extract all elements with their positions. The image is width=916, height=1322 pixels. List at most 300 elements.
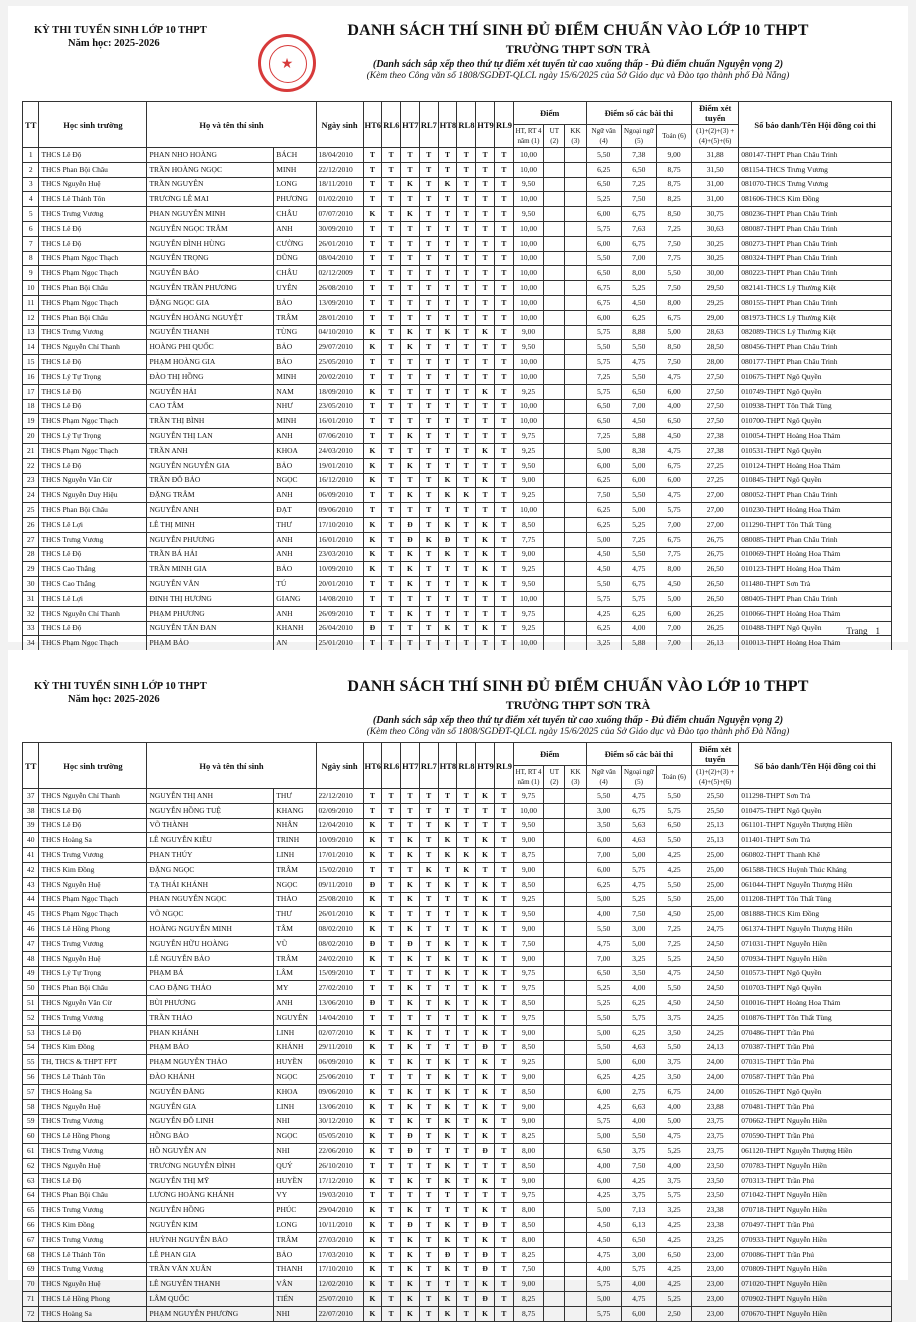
- cell-ht9: K: [476, 981, 495, 996]
- cell-dxt: 29,50: [692, 281, 739, 296]
- cell-rl6: T: [382, 1203, 401, 1218]
- cell-rl7: T: [419, 1114, 438, 1129]
- cell-tt: 3: [23, 177, 39, 192]
- cell-ht7: T: [401, 591, 420, 606]
- cell-van: 5,50: [586, 789, 621, 804]
- cell-rl8: K: [457, 488, 476, 503]
- cell-dob: 02/07/2010: [316, 1025, 363, 1040]
- cell-dxt: 23,38: [692, 1203, 739, 1218]
- cell-rl6: T: [382, 636, 401, 651]
- cell-given-name: HUYỀN: [274, 1055, 316, 1070]
- cell-rl6: T: [382, 562, 401, 577]
- cell-tt: 41: [23, 848, 39, 863]
- table-row: [23, 399, 892, 414]
- cell-surname: CAO TÂM: [147, 399, 274, 414]
- cell-rl8: T: [457, 1188, 476, 1203]
- column-header-ht8: HT8: [438, 102, 457, 148]
- cell-dob: 10/09/2010: [316, 833, 363, 848]
- cell-van: 5,25: [586, 996, 621, 1011]
- cell-given-name: TIẾN: [274, 1292, 316, 1307]
- cell-htrt: 9,25: [513, 384, 544, 399]
- cell-toan: 5,00: [656, 591, 691, 606]
- cell-dxt: 23,00: [692, 1262, 739, 1277]
- cell-ngoaingu: 8,38: [621, 443, 656, 458]
- cell-ht6: T: [363, 295, 382, 310]
- cell-rl7: T: [419, 1144, 438, 1159]
- cell-ht6: Đ: [363, 877, 382, 892]
- cell-rl9: T: [494, 562, 513, 577]
- cell-rl8: T: [457, 1218, 476, 1233]
- cell-ht9: T: [476, 295, 495, 310]
- cell-toan: 7,00: [656, 621, 691, 636]
- cell-dxt: 27,38: [692, 443, 739, 458]
- cell-tt: 72: [23, 1306, 39, 1321]
- cell-van: 6,25: [586, 503, 621, 518]
- cell-ht8: T: [438, 606, 457, 621]
- cell-ht8: T: [438, 1040, 457, 1055]
- cell-ht8: T: [438, 236, 457, 251]
- cell-given-name: KHÁNH: [274, 1040, 316, 1055]
- cell-ht7: K: [401, 1114, 420, 1129]
- cell-rl9: T: [494, 892, 513, 907]
- cell-ht7: T: [401, 355, 420, 370]
- cell-ht6: K: [363, 1247, 382, 1262]
- cell-ngoaingu: 4,75: [621, 1292, 656, 1307]
- cell-dob: 06/09/2010: [316, 488, 363, 503]
- cell-school: THCS Lý Tự Trọng: [39, 369, 147, 384]
- cell-ht9: K: [476, 1114, 495, 1129]
- cell-rl6: T: [382, 532, 401, 547]
- cell-ngoaingu: 7,00: [621, 251, 656, 266]
- cell-tt: 17: [23, 384, 39, 399]
- cell-tt: 50: [23, 981, 39, 996]
- cell-ht6: T: [363, 148, 382, 163]
- cell-ht6: T: [363, 310, 382, 325]
- cell-dxt: 26,25: [692, 606, 739, 621]
- cell-rl7: K: [419, 862, 438, 877]
- cell-ht8: K: [438, 621, 457, 636]
- column-header-rl9: RL9: [494, 102, 513, 148]
- cell-ht7: T: [401, 310, 420, 325]
- cell-ht7: K: [401, 458, 420, 473]
- cell-van: 6,25: [586, 517, 621, 532]
- cell-dxt: 28,63: [692, 325, 739, 340]
- cell-sbd: 010230-THPT Hoàng Hoa Thám: [739, 503, 892, 518]
- cell-rl8: T: [457, 414, 476, 429]
- cell-ht7: T: [401, 473, 420, 488]
- cell-ht6: K: [363, 892, 382, 907]
- cell-rl6: T: [382, 1010, 401, 1025]
- cell-ngoaingu: 5,00: [621, 458, 656, 473]
- cell-dob: 25/07/2010: [316, 1292, 363, 1307]
- table-row: [23, 892, 892, 907]
- document-title-block: [268, 678, 888, 737]
- cell-rl7: T: [419, 1055, 438, 1070]
- cell-rl8: T: [457, 877, 476, 892]
- cell-ht8: T: [438, 192, 457, 207]
- cell-dob: 09/06/2010: [316, 503, 363, 518]
- cell-tt: 43: [23, 877, 39, 892]
- cell-toan: 5,50: [656, 892, 691, 907]
- cell-ut: [544, 1262, 565, 1277]
- cell-rl8: T: [457, 1055, 476, 1070]
- cell-ht9: Đ: [476, 1040, 495, 1055]
- cell-van: 3,25: [586, 636, 621, 651]
- cell-rl9: T: [494, 936, 513, 951]
- cell-ut: [544, 636, 565, 651]
- cell-given-name: ANH: [274, 488, 316, 503]
- cell-tt: 49: [23, 966, 39, 981]
- cell-ut: [544, 369, 565, 384]
- cell-sbd: 070486-THPT Trần Phú: [739, 1025, 892, 1040]
- cell-rl9: T: [494, 547, 513, 562]
- cell-ht6: T: [363, 606, 382, 621]
- cell-ut: [544, 936, 565, 951]
- column-header-dxt_formula: (1)+(2)+(3) +(4)+(5)+(6): [692, 125, 739, 148]
- cell-kk: [565, 1010, 586, 1025]
- cell-surname: PHẠM PHƯƠNG: [147, 606, 274, 621]
- cell-van: 5,25: [586, 981, 621, 996]
- cell-rl8: T: [457, 1010, 476, 1025]
- cell-sbd: 010700-THPT Ngô Quyền: [739, 414, 892, 429]
- cell-school: THCS Nguyễn Huệ: [39, 951, 147, 966]
- cell-school: THCS Lê Thánh Tôn: [39, 1070, 147, 1085]
- cell-sbd: 010845-THPT Ngô Quyền: [739, 473, 892, 488]
- cell-rl8: K: [457, 862, 476, 877]
- cell-ht9: T: [476, 355, 495, 370]
- cell-dob: 24/02/2010: [316, 951, 363, 966]
- cell-rl8: T: [457, 207, 476, 222]
- cell-rl9: T: [494, 1040, 513, 1055]
- cell-school: THCS Lê Độ: [39, 803, 147, 818]
- document-title: DANH SÁCH THÍ SINH ĐỦ ĐIỂM CHUẨN VÀO LỚP 10 THPT: [347, 678, 809, 695]
- cell-dob: 08/02/2010: [316, 936, 363, 951]
- cell-school: THCS Nguyễn Huệ: [39, 877, 147, 892]
- cell-toan: 3,75: [656, 1010, 691, 1025]
- cell-rl7: T: [419, 591, 438, 606]
- cell-given-name: KHOA: [274, 1084, 316, 1099]
- cell-toan: 6,75: [656, 532, 691, 547]
- cell-rl8: T: [457, 1232, 476, 1247]
- cell-ht7: T: [401, 1070, 420, 1085]
- table-row: [23, 862, 892, 877]
- cell-van: 3,50: [586, 818, 621, 833]
- cell-ht7: K: [401, 429, 420, 444]
- cell-kk: [565, 369, 586, 384]
- cell-htrt: 9,25: [513, 621, 544, 636]
- cell-rl8: T: [457, 192, 476, 207]
- cell-van: 4,00: [586, 1158, 621, 1173]
- cell-ht8: K: [438, 951, 457, 966]
- cell-toan: 8,50: [656, 340, 691, 355]
- cell-sbd: 070497-THPT Trần Phú: [739, 1218, 892, 1233]
- cell-sbd: 081888-THCS Kim Đồng: [739, 907, 892, 922]
- cell-surname: ĐẶNG NGỌC GIA: [147, 295, 274, 310]
- cell-school: THCS Nguyễn Huệ: [39, 1158, 147, 1173]
- cell-dob: 26/10/2010: [316, 1158, 363, 1173]
- cell-ht6: K: [363, 1203, 382, 1218]
- cell-rl7: T: [419, 1188, 438, 1203]
- cell-ht6: K: [363, 818, 382, 833]
- cell-ht8: T: [438, 221, 457, 236]
- cell-rl8: T: [457, 266, 476, 281]
- cell-sbd: 010124-THPT Hoàng Hoa Thám: [739, 458, 892, 473]
- table-row: [23, 148, 892, 163]
- cell-sbd: 080223-THPT Phan Châu Trinh: [739, 266, 892, 281]
- cell-ht7: K: [401, 340, 420, 355]
- cell-ngoaingu: 5,00: [621, 848, 656, 863]
- cell-toan: 4,50: [656, 996, 691, 1011]
- cell-ht9: T: [476, 310, 495, 325]
- cell-ngoaingu: 6,25: [621, 310, 656, 325]
- cell-ut: [544, 488, 565, 503]
- cell-ngoaingu: 5,88: [621, 429, 656, 444]
- cell-rl6: T: [382, 251, 401, 266]
- page-2: [8, 650, 908, 1318]
- cell-school: THCS Kim Đồng: [39, 1218, 147, 1233]
- cell-dob: 15/02/2010: [316, 862, 363, 877]
- cell-surname: VÕ NGỌC: [147, 907, 274, 922]
- cell-van: 6,25: [586, 473, 621, 488]
- cell-toan: 3,50: [656, 1070, 691, 1085]
- cell-rl7: T: [419, 295, 438, 310]
- cell-rl6: T: [382, 325, 401, 340]
- cell-ht8: T: [438, 458, 457, 473]
- cell-school: THCS Phạm Ngọc Thạch: [39, 443, 147, 458]
- cell-rl9: T: [494, 789, 513, 804]
- cell-rl9: T: [494, 1232, 513, 1247]
- cell-dxt: 23,25: [692, 1232, 739, 1247]
- cell-dxt: 26,25: [692, 621, 739, 636]
- cell-tt: 58: [23, 1099, 39, 1114]
- cell-sbd: 080405-THPT Phan Châu Trinh: [739, 591, 892, 606]
- cell-ut: [544, 591, 565, 606]
- cell-htrt: 8,50: [513, 1158, 544, 1173]
- cell-van: 6,75: [586, 281, 621, 296]
- cell-dob: 17/01/2010: [316, 848, 363, 863]
- cell-sbd: 010013-THPT Hoàng Hoa Thám: [739, 636, 892, 651]
- cell-rl6: T: [382, 458, 401, 473]
- cell-tt: 28: [23, 547, 39, 562]
- cell-surname: ĐÀO THỊ HỒNG: [147, 369, 274, 384]
- cell-ngoaingu: 3,25: [621, 951, 656, 966]
- cell-rl6: T: [382, 429, 401, 444]
- cell-ht8: T: [438, 862, 457, 877]
- cell-sbd: 071042-THPT Nguyễn Hiền: [739, 1188, 892, 1203]
- cell-ht8: K: [438, 848, 457, 863]
- cell-ut: [544, 266, 565, 281]
- cell-ht8: T: [438, 1144, 457, 1159]
- cell-ngoaingu: 4,75: [621, 355, 656, 370]
- cell-toan: 6,00: [656, 473, 691, 488]
- cell-rl8: T: [457, 803, 476, 818]
- table-row: [23, 503, 892, 518]
- cell-ht6: T: [363, 981, 382, 996]
- cell-sbd: 010016-THPT Hoàng Hoa Thám: [739, 996, 892, 1011]
- cell-given-name: MINH: [274, 414, 316, 429]
- cell-rl9: T: [494, 325, 513, 340]
- cell-dob: 23/03/2010: [316, 547, 363, 562]
- cell-rl8: T: [457, 355, 476, 370]
- cell-ngoaingu: 7,00: [621, 399, 656, 414]
- cell-rl7: T: [419, 848, 438, 863]
- cell-ht9: K: [476, 833, 495, 848]
- cell-ngoaingu: 4,75: [621, 877, 656, 892]
- cell-ht9: T: [476, 369, 495, 384]
- cell-school: THCS Trưng Vương: [39, 1203, 147, 1218]
- cell-rl8: T: [457, 892, 476, 907]
- column-header-dxt: Điểm xét tuyển: [692, 743, 739, 766]
- cell-rl6: T: [382, 1084, 401, 1099]
- cell-htrt: 9,00: [513, 922, 544, 937]
- cell-ht9: K: [476, 1010, 495, 1025]
- cell-tt: 52: [23, 1010, 39, 1025]
- cell-dxt: 24,50: [692, 951, 739, 966]
- cell-tt: 25: [23, 503, 39, 518]
- table-row: [23, 577, 892, 592]
- cell-ht6: T: [363, 577, 382, 592]
- cell-ht7: T: [401, 443, 420, 458]
- cell-ht8: K: [438, 1292, 457, 1307]
- cell-ut: [544, 325, 565, 340]
- cell-ht8: K: [438, 547, 457, 562]
- cell-rl9: T: [494, 1292, 513, 1307]
- cell-kk: [565, 355, 586, 370]
- cell-ut: [544, 414, 565, 429]
- cell-dob: 17/10/2010: [316, 1262, 363, 1277]
- cell-van: 6,75: [586, 295, 621, 310]
- cell-ht8: T: [438, 1277, 457, 1292]
- cell-dxt: 30,75: [692, 207, 739, 222]
- column-header-tt: TT: [23, 743, 39, 789]
- cell-kk: [565, 606, 586, 621]
- cell-dxt: 25,00: [692, 848, 739, 863]
- cell-rl8: T: [457, 177, 476, 192]
- cell-surname: TRẦN VĂN XUÂN: [147, 1262, 274, 1277]
- cell-rl8: T: [457, 295, 476, 310]
- cell-dob: 08/04/2010: [316, 251, 363, 266]
- cell-given-name: ANH: [274, 221, 316, 236]
- cell-toan: 8,50: [656, 207, 691, 222]
- cell-rl9: T: [494, 236, 513, 251]
- cell-rl8: T: [457, 606, 476, 621]
- cell-dxt: 23,50: [692, 1188, 739, 1203]
- cell-tt: 45: [23, 907, 39, 922]
- cell-ht7: K: [401, 833, 420, 848]
- cell-ngoaingu: 5,25: [621, 517, 656, 532]
- cell-ht7: T: [401, 636, 420, 651]
- cell-toan: 8,75: [656, 177, 691, 192]
- cell-school: TH, THCS & THPT FPT: [39, 1055, 147, 1070]
- cell-rl9: T: [494, 517, 513, 532]
- cell-htrt: 8,75: [513, 1306, 544, 1321]
- cell-sbd: 010066-THPT Hoàng Hoa Thám: [739, 606, 892, 621]
- cell-ngoaingu: 4,00: [621, 621, 656, 636]
- table-row: [23, 1055, 892, 1070]
- column-header-rl7: RL7: [419, 743, 438, 789]
- cell-rl9: T: [494, 192, 513, 207]
- cell-ht8: T: [438, 207, 457, 222]
- cell-rl8: T: [457, 1099, 476, 1114]
- cell-kk: [565, 789, 586, 804]
- cell-surname: NGUYỄN TRỌNG: [147, 251, 274, 266]
- cell-rl7: T: [419, 1277, 438, 1292]
- exam-header: [34, 680, 207, 706]
- cell-ht8: T: [438, 429, 457, 444]
- cell-ht7: T: [401, 384, 420, 399]
- cell-rl7: T: [419, 473, 438, 488]
- cell-rl9: T: [494, 1025, 513, 1040]
- cell-tt: 48: [23, 951, 39, 966]
- cell-kk: [565, 1040, 586, 1055]
- cell-given-name: THANH: [274, 1262, 316, 1277]
- cell-dxt: 28,50: [692, 340, 739, 355]
- cell-van: 5,50: [586, 922, 621, 937]
- cell-dob: 26/01/2010: [316, 907, 363, 922]
- cell-ht6: T: [363, 1188, 382, 1203]
- column-header-dxt_formula: (1)+(2)+(3) +(4)+(5)+(6): [692, 766, 739, 789]
- cell-ut: [544, 1203, 565, 1218]
- cell-htrt: 9,75: [513, 981, 544, 996]
- cell-dob: 28/01/2010: [316, 310, 363, 325]
- cell-sbd: 080273-THPT Phan Châu Trinh: [739, 236, 892, 251]
- table-row: [23, 266, 892, 281]
- cell-given-name: MINH: [274, 162, 316, 177]
- cell-sbd: 081154-THCS Trưng Vương: [739, 162, 892, 177]
- cell-given-name: TÚ: [274, 577, 316, 592]
- cell-rl8: T: [457, 162, 476, 177]
- cell-rl6: T: [382, 922, 401, 937]
- cell-ht7: T: [401, 621, 420, 636]
- cell-htrt: 9,75: [513, 1188, 544, 1203]
- cell-rl9: T: [494, 532, 513, 547]
- cell-rl6: T: [382, 281, 401, 296]
- cell-ht6: K: [363, 1218, 382, 1233]
- cell-ht8: K: [438, 1114, 457, 1129]
- table-row: [23, 517, 892, 532]
- cell-school: THCS Phạm Ngọc Thạch: [39, 892, 147, 907]
- table-row: [23, 907, 892, 922]
- cell-ut: [544, 429, 565, 444]
- column-header-toan: Toán (6): [656, 766, 691, 789]
- cell-dxt: 26,13: [692, 636, 739, 651]
- cell-surname: TRƯƠNG NGUYỄN ĐÌNH: [147, 1158, 274, 1173]
- cell-toan: 4,50: [656, 577, 691, 592]
- column-header-ht7: HT7: [401, 743, 420, 789]
- cell-toan: 3,75: [656, 1173, 691, 1188]
- cell-rl8: T: [457, 1084, 476, 1099]
- cell-ut: [544, 295, 565, 310]
- cell-rl6: T: [382, 384, 401, 399]
- cell-toan: 7,25: [656, 936, 691, 951]
- cell-ngoaingu: 3,00: [621, 1247, 656, 1262]
- cell-given-name: TÙNG: [274, 325, 316, 340]
- cell-dob: 06/09/2010: [316, 1055, 363, 1070]
- cell-tt: 5: [23, 207, 39, 222]
- cell-toan: 7,75: [656, 251, 691, 266]
- cell-rl9: T: [494, 148, 513, 163]
- cell-school: THCS Lý Tự Trọng: [39, 966, 147, 981]
- cell-rl8: T: [457, 936, 476, 951]
- cell-dob: 09/06/2010: [316, 1084, 363, 1099]
- table-row: [23, 803, 892, 818]
- cell-ut: [544, 892, 565, 907]
- cell-rl9: T: [494, 399, 513, 414]
- table-row: [23, 310, 892, 325]
- cell-kk: [565, 1247, 586, 1262]
- cell-sbd: 070315-THPT Trần Phú: [739, 1055, 892, 1070]
- cell-rl6: T: [382, 517, 401, 532]
